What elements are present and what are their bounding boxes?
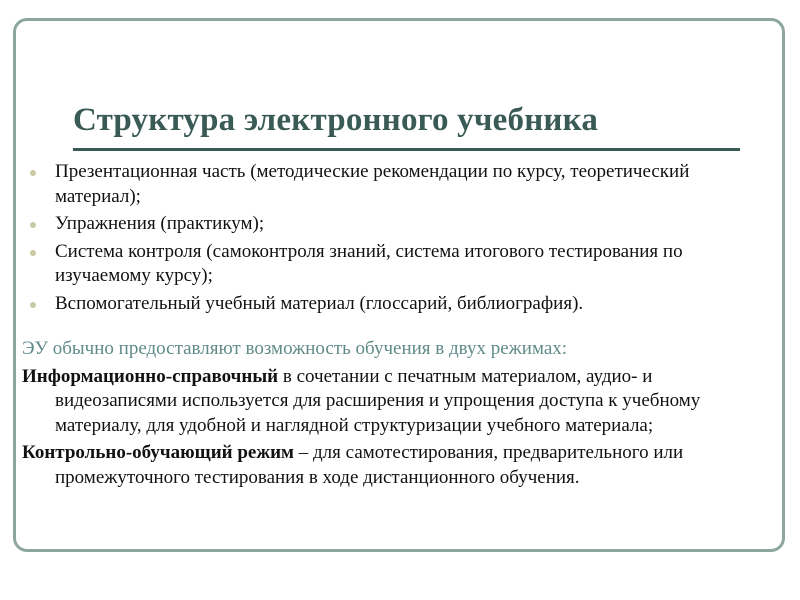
bullet-item-auxiliary-material	[22, 292, 767, 317]
slide-content	[22, 160, 767, 493]
bullet-dot-icon	[30, 302, 36, 308]
mode-term: Контрольно-обучающий режим	[22, 442, 295, 463]
mode-term: Информационно-справочный	[22, 365, 279, 387]
bullet-dot-icon	[30, 170, 36, 176]
bullet-text: Вспомогательный учебный материал (глоссарий, библиография).	[55, 292, 584, 314]
modes-intro: ЭУ обычно предоставляют возможность обучения в двух режимах:	[22, 338, 568, 359]
bullet-dot-icon	[30, 250, 36, 256]
bullet-text: Упражнения (практикум);	[55, 213, 265, 234]
title-underline	[73, 148, 740, 151]
bullet-list	[22, 160, 767, 316]
bullet-item-control-system	[22, 240, 767, 289]
bullet-dot-icon	[30, 222, 36, 228]
mode-control-training	[22, 441, 767, 490]
mode-description: в сочетании с печатным материалом, аудио- и видеозаписями используется для расширения и упрощения доступа к учебному материалу, для удобной и наглядной структуризации учебного материала;	[55, 365, 701, 436]
mode-description: – для самотестирования, предварительного или промежуточного тестирования в ходе дистанционного обучения.	[55, 442, 684, 488]
slide-title: Структура электронного учебника	[73, 102, 599, 138]
bullet-item-presentation	[22, 160, 767, 209]
mode-info-reference	[22, 365, 767, 439]
bullet-item-exercises	[22, 212, 767, 237]
bullet-text: Презентационная часть (методические рекомендации по курсу, теоретический материал);	[55, 161, 690, 207]
bullet-text: Система контроля (самоконтроля знаний, система итогового тестирования по изучаемому курсу);	[55, 240, 683, 286]
